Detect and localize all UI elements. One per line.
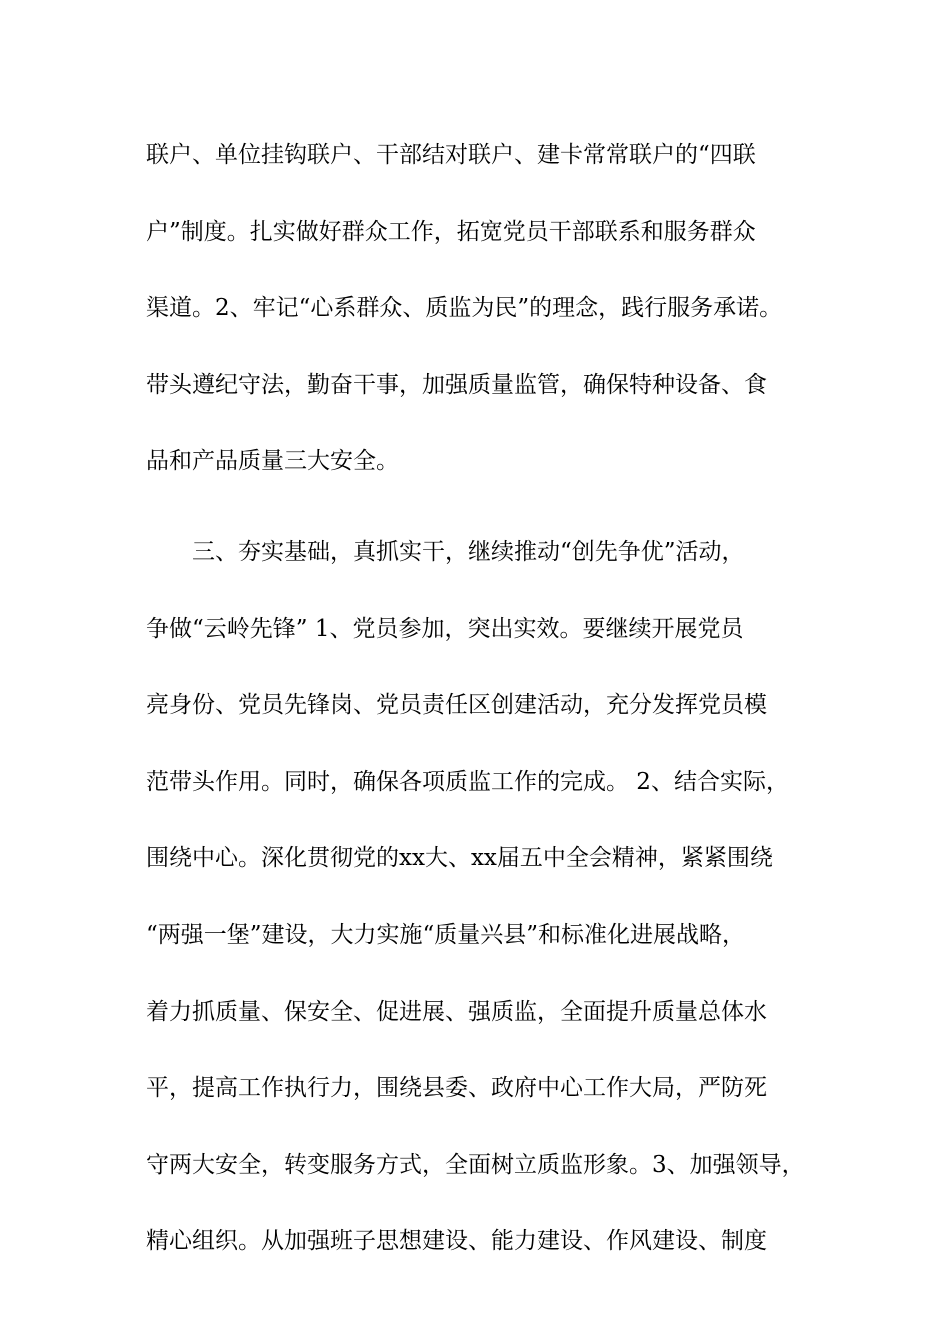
- paragraph-gap: [146, 514, 836, 528]
- text-line: 渠道。2、牢记“心系群众、质监为民”的理念，践行服务承诺。: [146, 295, 783, 322]
- text-line: “两强一堡”建设，大力实施“质量兴县”和标准化进展战略，: [146, 921, 746, 948]
- text-line: 守两大安全，转变服务方式，全面树立质监形象。3、加强领导，: [146, 1151, 805, 1178]
- section-heading-line: 三、夯实基础，真抓实干，继续推动“创先争优”活动，: [192, 538, 745, 565]
- body-text: [146, 131, 836, 1294]
- text-line: 联户、单位挂钩联户、干部结对联户、建卡常常联户的“四联: [146, 142, 756, 168]
- text-line: 争做“云岭先锋” 1、党员参加，突出实效。要继续开展党员: [146, 615, 744, 642]
- text-line: 着力抓质量、保安全、促进展、强质监，全面提升质量总体水: [146, 998, 767, 1025]
- text-line: 范带头作用。同时，确保各项质监工作的完成。 2、结合实际，: [146, 768, 789, 795]
- text-line: 平，提高工作执行力，围绕县委、政府中心工作大局，严防死: [146, 1075, 767, 1102]
- text-line: 品和产品质量三大安全。: [146, 448, 399, 475]
- text-line: 精心组织。从加强班子思想建设、能力建设、作风建设、制度: [146, 1228, 767, 1255]
- text-line: 亮身份、党员先锋岗、党员责任区创建活动，充分发挥党员模: [146, 692, 767, 719]
- text-line: 围绕中心。深化贯彻党的xx大、xx届五中全会精神，紧紧围绕: [146, 845, 773, 872]
- text-line: 带头遵纪守法，勤奋干事，加强质量监管，确保特种设备、食: [146, 371, 767, 398]
- text-line: 户”制度。扎实做好群众工作，拓宽党员干部联系和服务群众: [146, 218, 756, 245]
